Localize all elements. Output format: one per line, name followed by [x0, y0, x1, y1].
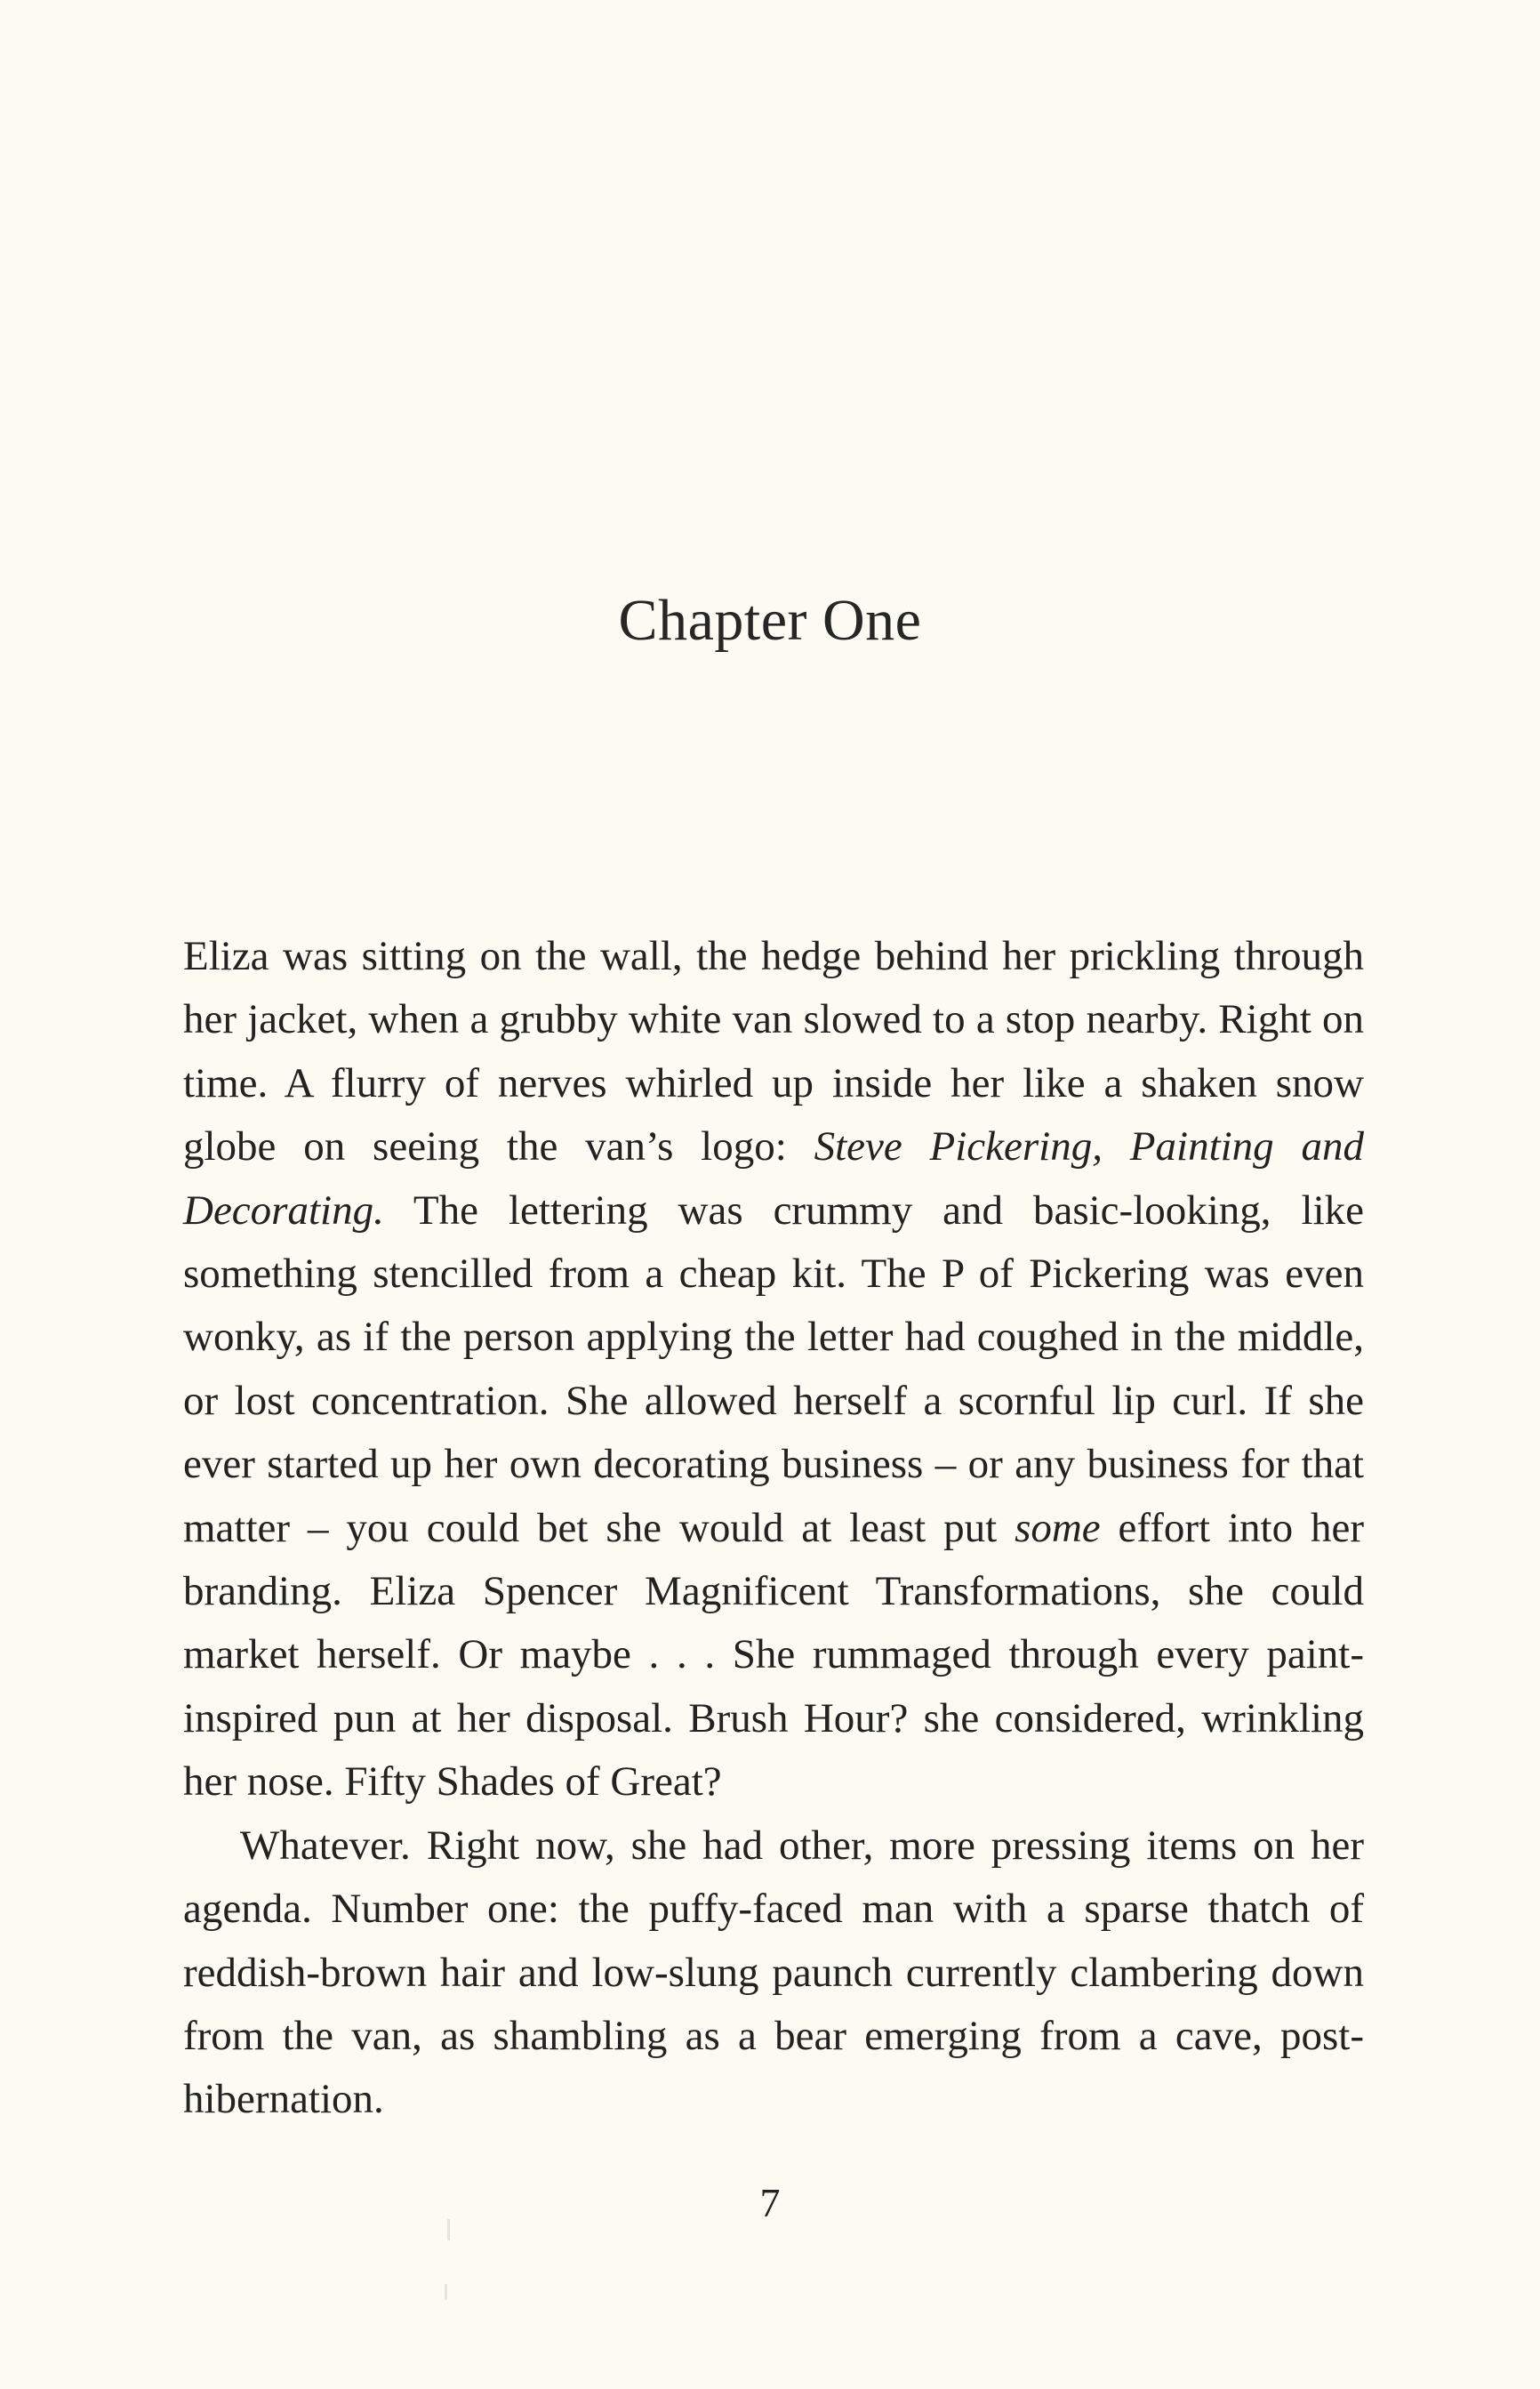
emphasis-some: some	[1015, 1504, 1101, 1551]
paragraph-2: Whatever. Right now, she had other, more pressing items on her agenda. Number one: the puffy-faced man with a sparse thatch of reddish-brown hair and low-slung paunch currently clambering down from the van, as shambling as a bear emerging from a cave, post-hibernation.	[183, 1822, 1364, 2123]
paragraph-1	[183, 925, 1364, 1814]
van-logo-text: Steve Pickering, Painting and Decorating.	[183, 1123, 1364, 1234]
paragraph-1-text-1: Eliza was sitting on the wall, the hedge behind her prickling through her jacket, when a grubby white van slowed to a stop nearby. Right on time. A flurry of nerves whirled up inside her like a shaken snow globe on seeing the van’s logo:	[183, 933, 1364, 1170]
scan-speck	[445, 2284, 447, 2300]
page-number: 7	[759, 2180, 781, 2225]
paragraph-1-text-3: effort into her branding. Eliza Spencer Magnificent Transformations, she could market herself. Or maybe . . . She rummaged through every paint-inspired pun at her disposal. Brush Hour? she considered, wrinkling her nose. Fifty Shades of Great?	[183, 1504, 1364, 1806]
chapter-title: Chapter One	[618, 588, 922, 653]
paragraph-1-text-2: The lettering was crummy and basic-looking, like something stencilled from a cheap kit. The P of Pickering was even wonky, as if the person applying the letter had coughed in the middle, or lost concentration. She allowed herself a scornful lip curl. If she ever started up her own decorating business – or any business for that matter – you could bet she would at least put	[183, 1186, 1364, 1551]
chapter-body	[183, 925, 1364, 2132]
